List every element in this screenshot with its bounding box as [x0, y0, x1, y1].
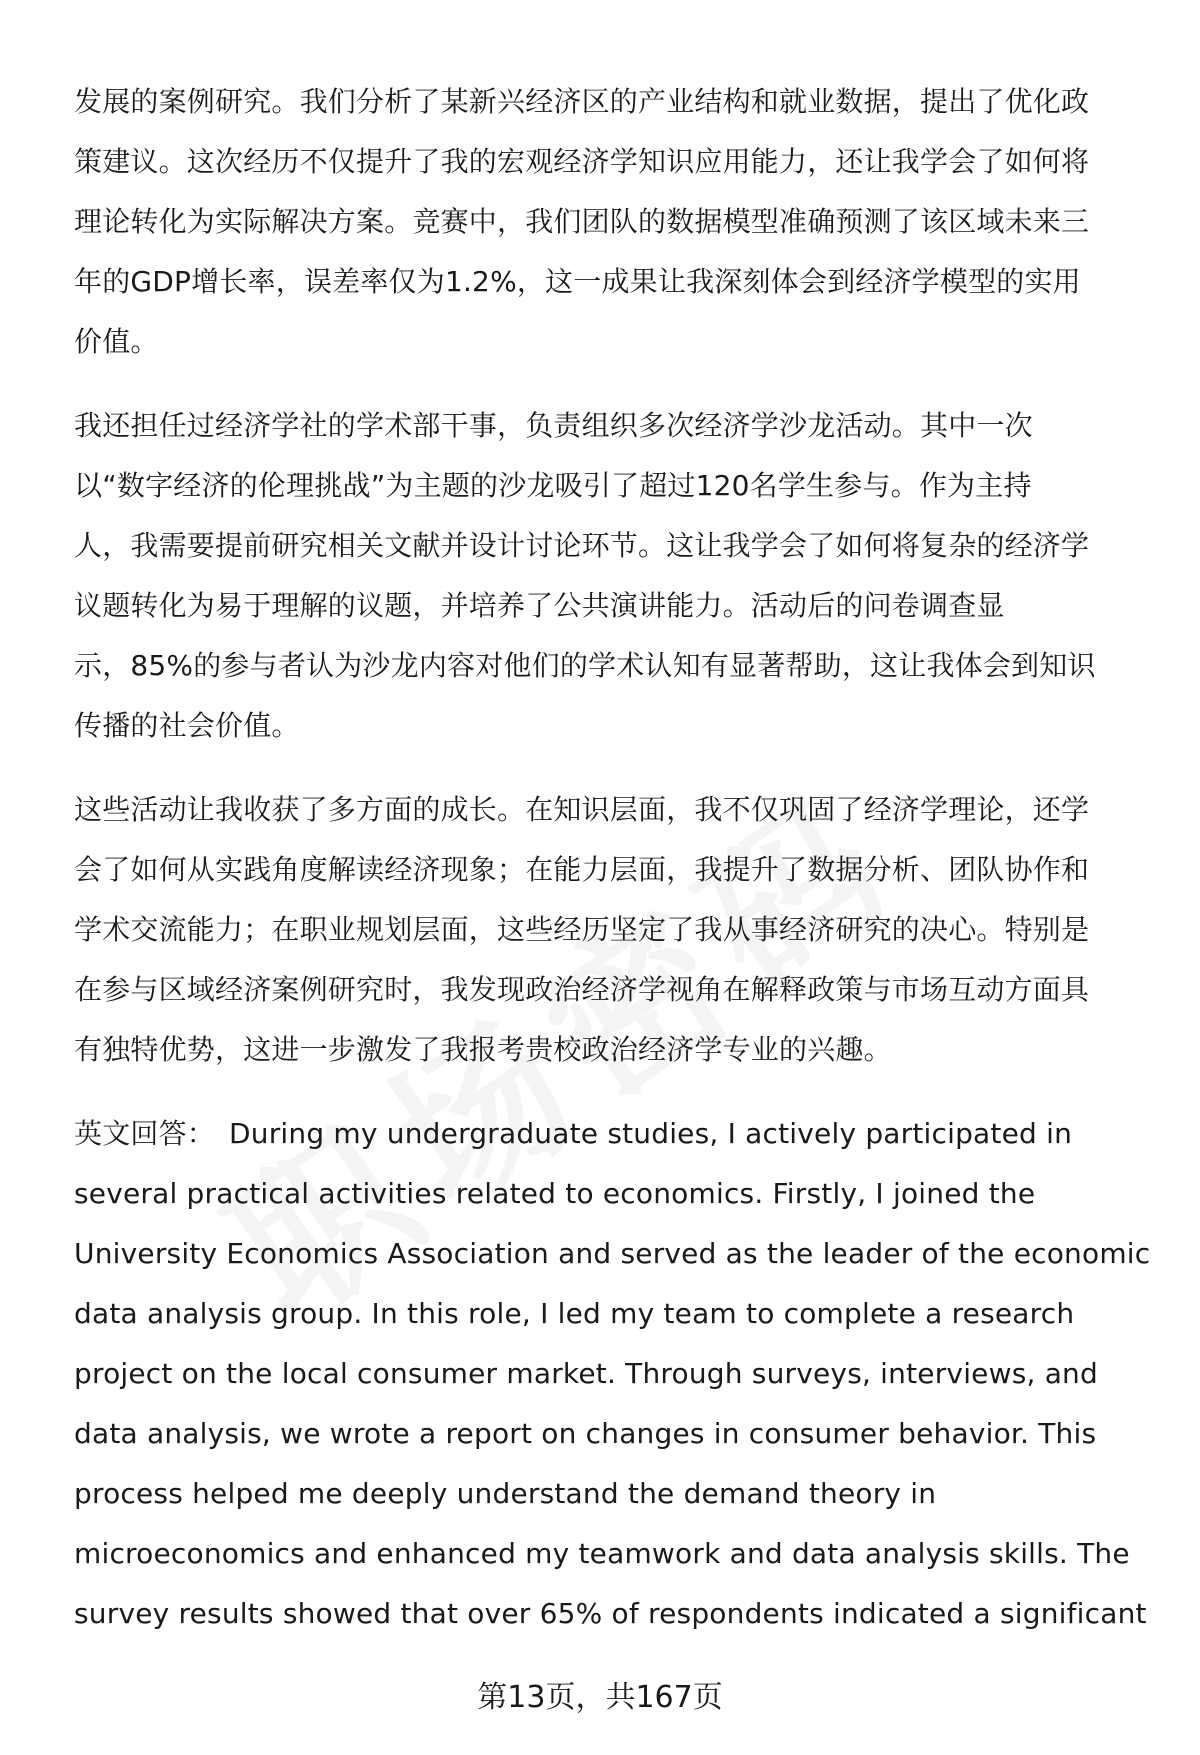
paragraph-english-answer — [74, 1104, 1151, 1644]
english-answer-label: 英文回答： — [74, 1117, 216, 1150]
text-line: 以“数字经济的伦理挑战”为主题的沙龙吸引了超过120名学生参与。作为主持 — [74, 469, 1032, 502]
paragraph-cn-3 — [74, 780, 1144, 1080]
text-line: process helped me deeply understand the demand theory in — [74, 1477, 937, 1510]
paragraph-cn-2 — [74, 396, 1144, 756]
text-line: University Economics Association and served as the leader of the economic — [74, 1237, 1151, 1270]
text-line: 人，我需要提前研究相关文献并设计讨论环节。这让我学会了如何将复杂的经济学 — [74, 529, 1090, 562]
text-line: 年的GDP增长率，误差率仅为1.2%，这一成果让我深刻体会到经济学模型的实用 — [74, 265, 1081, 298]
text-line: 这些活动让我收获了多方面的成长。在知识层面，我不仅巩固了经济学理论，还学 — [74, 793, 1090, 826]
text-line: data analysis, we wrote a report on changes in consumer behavior. This — [74, 1417, 1097, 1450]
english-answer-first-line: During my undergraduate studies, I actively participated in — [229, 1117, 1073, 1150]
text-line: 价值。 — [74, 325, 159, 358]
text-line: 会了如何从实践角度解读经济现象；在能力层面，我提升了数据分析、团队协作和 — [74, 853, 1090, 886]
text-line: 传播的社会价值。 — [74, 709, 300, 742]
text-line: 发展的案例研究。我们分析了某新兴经济区的产业结构和就业数据，提出了优化政 — [74, 85, 1090, 118]
text-line: project on the local consumer market. Through surveys, interviews, and — [74, 1357, 1098, 1390]
text-line: 策建议。这次经历不仅提升了我的宏观经济学知识应用能力，还让我学会了如何将 — [74, 145, 1090, 178]
text-line: 在参与区域经济案例研究时，我发现政治经济学视角在解释政策与市场互动方面具 — [74, 973, 1090, 1006]
text-line: survey results showed that over 65% of respondents indicated a significant — [74, 1597, 1147, 1630]
text-line — [74, 1104, 1144, 1164]
page-number-footer: 第13页，共167页 — [477, 1680, 723, 1715]
paragraph-cn-1 — [74, 72, 1144, 372]
text-line: 有独特优势，这进一步激发了我报考贵校政治经济学专业的兴趣。 — [74, 1033, 892, 1066]
text-line: 议题转化为易于理解的议题，并培养了公共演讲能力。活动后的问卷调查显 — [74, 589, 1005, 622]
text-line: 理论转化为实际解决方案。竞赛中，我们团队的数据模型准确预测了该区域未来三 — [74, 205, 1090, 238]
text-line: 学术交流能力；在职业规划层面，这些经历坚定了我从事经济研究的决心。特别是 — [74, 913, 1090, 946]
text-line: data analysis group. In this role, I led my team to complete a research — [74, 1297, 1075, 1330]
page-content — [74, 72, 1151, 1668]
text-line: several practical activities related to economics. Firstly, I joined the — [74, 1177, 1036, 1210]
text-line: microeconomics and enhanced my teamwork and data analysis skills. The — [74, 1537, 1130, 1570]
text-line: 我还担任过经济学社的学术部干事，负责组织多次经济学沙龙活动。其中一次 — [74, 409, 1033, 442]
text-line: 示，85%的参与者认为沙龙内容对他们的学术认知有显著帮助，这让我体会到知识 — [74, 649, 1096, 682]
